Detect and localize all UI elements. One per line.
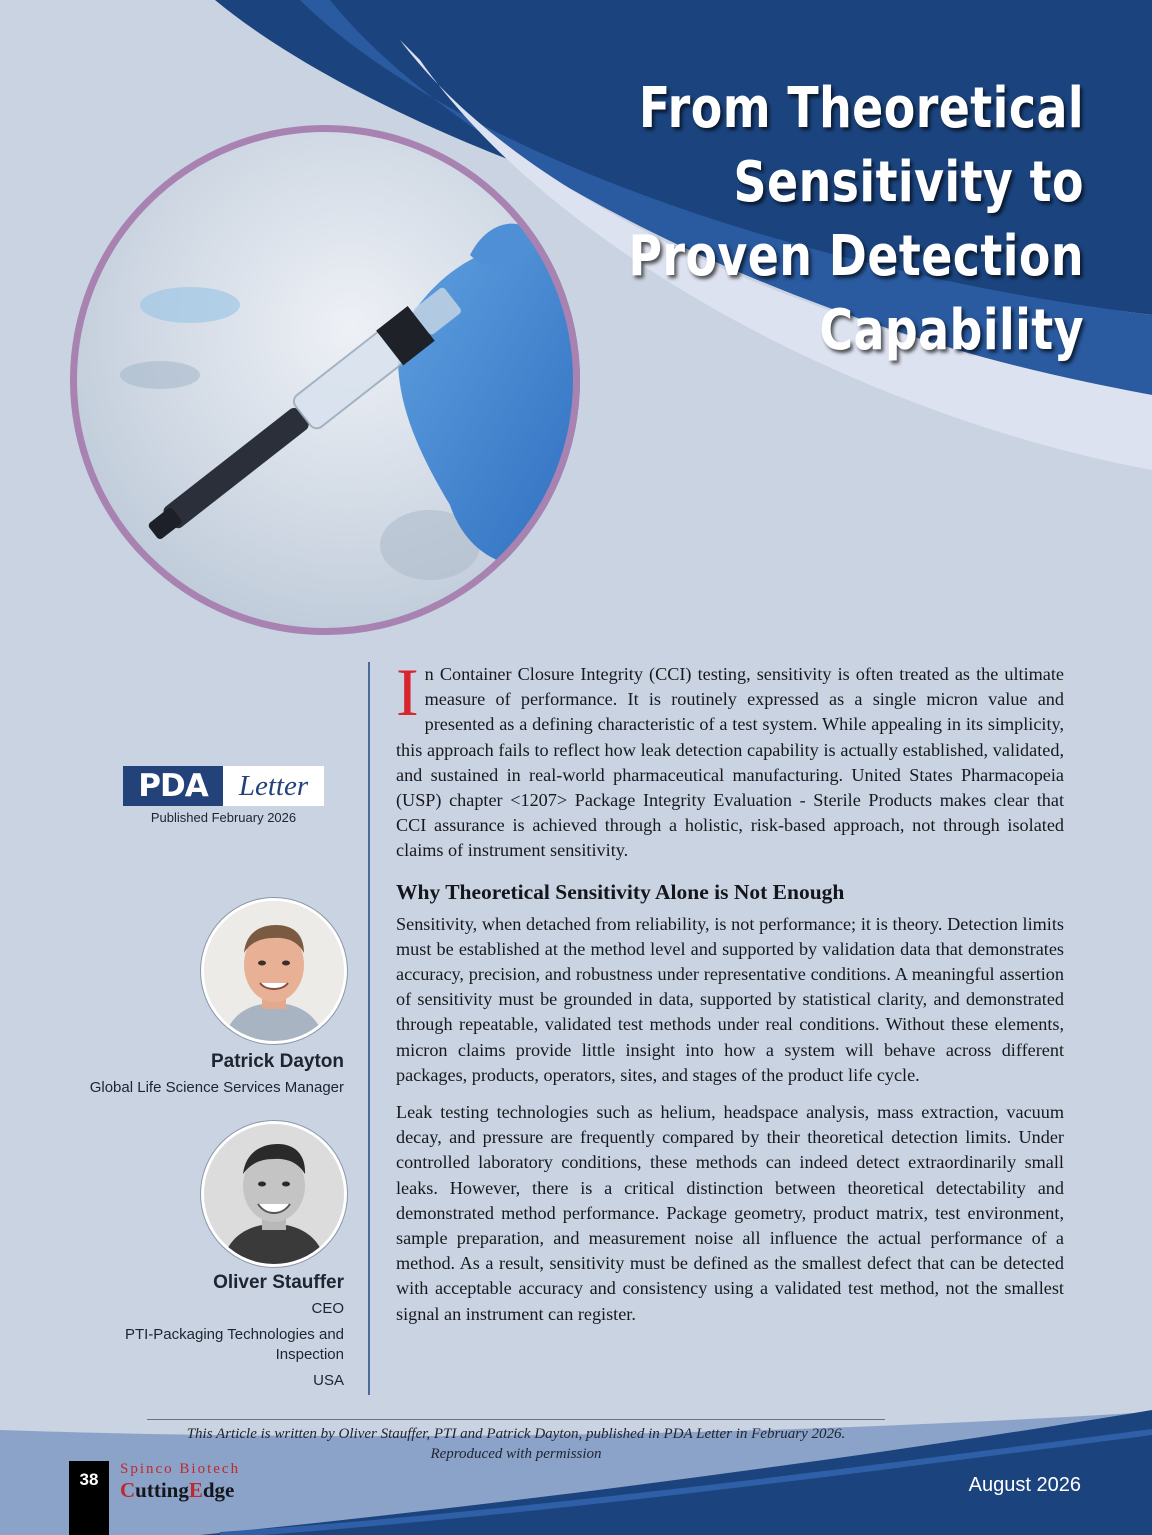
issue-date: August 2026 <box>968 1474 1081 1496</box>
body-paragraph-1: Sensitivity, when detached from reliability, is not performance; it is theory. Detection limits must be established at the method level and supported by validation data that demonstrates accuracy, precision, and robustness under representative conditions. A meaningful assertion of sensitivity must be grounded in data, supported by statistical clarity, and demonstrated through repeatable, validated test methods under real conditions. Without these elements, micron claims provide little insight into how a system will behave across different packages, products, operators, sites, and stages of the product life cycle. <box>396 913 1064 1085</box>
section-heading: Why Theoretical Sensitivity Alone is Not Enough <box>396 879 845 904</box>
brand-letter-c: C <box>120 1478 136 1502</box>
article-body <box>396 654 1064 1327</box>
brand-part-dge: dge <box>202 1478 235 1502</box>
logo-pda: PDA <box>123 766 223 806</box>
published-date: Published February 2026 <box>150 810 297 825</box>
author-patrick-dayton <box>90 1050 344 1098</box>
brand-magazine-name <box>120 1478 234 1503</box>
drop-cap: I <box>396 654 419 730</box>
author-name: Oliver Stauffer <box>213 1272 344 1293</box>
author-oliver-stauffer <box>124 1271 344 1391</box>
author-title: Global Life Science Services Manager <box>89 1079 344 1096</box>
attribution-line-1: This Article is written by Oliver Stauffer, PTI and Patrick Dayton, published in PDA Letter in February 2026. <box>186 1426 846 1442</box>
logo-letter: Letter <box>223 766 324 806</box>
attribution-line-2: Reproduced with permission <box>430 1446 602 1462</box>
author-company: PTI-Packaging Technologies and Inspection <box>124 1326 344 1363</box>
page-number: 38 <box>69 1461 109 1535</box>
author-country: USA <box>313 1372 344 1389</box>
brand-part-utting: utting <box>135 1478 189 1502</box>
title-line-2: Proven Detection Capability <box>628 224 1084 363</box>
intro-text: n Container Closure Integrity (CCI) testing, sensitivity is often treated as the ultimate measure of performance. It is routinely expressed as a single micron value and presented as a defining characteristic of a test system. While appealing in its simplicity, this approach fails to reflect how leak detection capability is actually established, validated, and sustained in real-world pharmaceutical manufacturing. United States Pharmacopeia (USP) chapter <1207> Package Integrity Evaluation - Sterile Products makes clear that CCI assurance is achieved through a holistic, risk-based approach, not through isolated claims of instrument sensitivity. <box>396 664 1064 861</box>
brand-publisher: Spinco Biotech <box>120 1461 241 1477</box>
avatar-patrick-dayton <box>201 898 347 1044</box>
title-line-1: From Theoretical Sensitivity to <box>638 76 1084 215</box>
portrait-illustration <box>204 1124 344 1264</box>
column-divider <box>368 662 370 1395</box>
author-name: Patrick Dayton <box>210 1051 344 1072</box>
pda-letter-logo <box>123 766 324 806</box>
avatar-oliver-stauffer <box>201 1121 347 1267</box>
brand-letter-e: E <box>188 1478 203 1502</box>
intro-paragraph <box>396 654 1064 864</box>
author-role: CEO <box>311 1300 344 1317</box>
attribution-note <box>147 1424 885 1464</box>
photo-frame-ring <box>70 125 580 635</box>
footnote-divider <box>147 1419 885 1420</box>
portrait-illustration <box>204 901 344 1041</box>
body-paragraph-2: Leak testing technologies such as helium, headspace analysis, mass extraction, vacuum decay, and pressure are frequently compared by their theoretical detection limits. Under controlled laboratory conditions, these methods can indeed detect extraordinarily small leaks. However, there is a critical distinction between theoretical detectability and demonstrated method performance. Package geometry, product matrix, test environment, sample preparation, and measurement noise all influence the actual performance of a method. As a result, sensitivity must be defined as the smallest defect that can be detected with acceptable accuracy and consistency using a validated test method, not the smallest signal an instrument can register. <box>396 1102 1064 1324</box>
